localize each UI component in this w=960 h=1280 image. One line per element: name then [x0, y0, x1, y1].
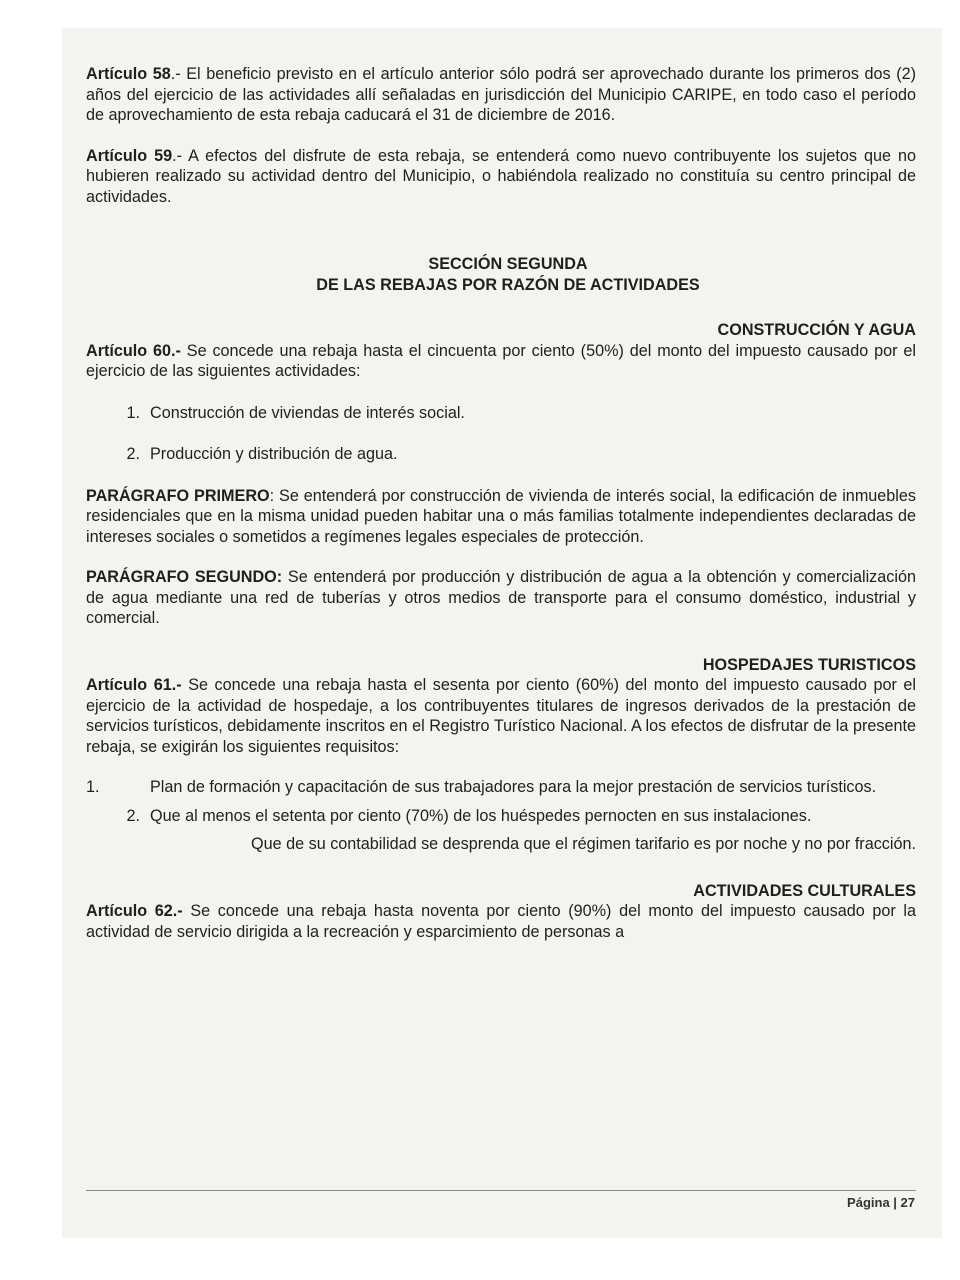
hospedajes-closing: Que de su contabilidad se desprenda que el régimen tarifario es por noche y no por fracción.	[251, 835, 916, 853]
list-item-number: 2.	[126, 445, 140, 463]
section-title: SECCIÓN SEGUNDA	[428, 255, 588, 273]
paragrafo-segundo-text: Se entenderá por producción y distribución de agua a la obtención y comercialización de agua mediante una red de tuberías y otros medios de transporte para el consumo doméstico, industrial y comercial.	[86, 568, 916, 627]
article-61-label: Artículo 61.-	[86, 676, 182, 694]
article-62-label: Artículo 62.-	[86, 902, 183, 920]
article-59	[86, 146, 916, 208]
heading-construccion-agua: CONSTRUCCIÓN Y AGUA	[717, 321, 916, 339]
list-item-text: Plan de formación y capacitación de sus trabajadores para la mejor prestación de servicios turísticos.	[150, 778, 877, 796]
document-content	[86, 64, 916, 942]
paragrafo-segundo	[86, 567, 916, 629]
footer-divider	[86, 1190, 916, 1191]
article-62	[86, 901, 916, 942]
list-item-text: Producción y distribución de agua.	[150, 445, 398, 463]
list-item-number: 2.	[126, 806, 140, 825]
article-58-label: Artículo 58	[86, 65, 171, 83]
heading-hospedajes-turisticos: HOSPEDAJES TURISTICOS	[702, 655, 916, 674]
list-item-number: 1.	[126, 403, 140, 422]
article-60-text: Se concede una rebaja hasta el cincuenta por ciento (50%) del monto del impuesto causado por el ejercicio de las siguientes actividades:	[86, 341, 916, 380]
page-number: Página | 27	[847, 1195, 915, 1210]
article-59-text: .- A efectos del disfrute de esta rebaja, se entenderá como nuevo contribuyente los sujetos que no hubieren realizado su actividad dentro del Municipio, o habiéndola realizado no constituía su centro principal de actividades.	[86, 146, 916, 206]
list-item	[86, 403, 916, 424]
list-item-number: 1.	[86, 778, 100, 796]
heading-actividades-culturales: ACTIVIDADES CULTURALES	[693, 881, 916, 900]
article-60	[86, 341, 916, 382]
paragrafo-primero-label: PARÁGRAFO PRIMERO	[86, 486, 270, 505]
list-item	[86, 444, 916, 465]
article-60-list	[86, 403, 916, 465]
article-59-label: Artículo 59	[86, 146, 173, 165]
article-58	[86, 64, 916, 126]
paragrafo-segundo-label: PARÁGRAFO SEGUNDO:	[86, 568, 283, 586]
article-61	[86, 675, 916, 757]
list-item	[86, 777, 916, 798]
article-61-list	[86, 777, 916, 826]
list-item	[86, 806, 916, 827]
paragrafo-primero	[86, 486, 916, 548]
article-60-label: Artículo 60.-	[86, 341, 181, 360]
section-subtitle: DE LAS REBAJAS POR RAZÓN DE ACTIVIDADES	[316, 275, 700, 294]
paragrafo-primero-text: : Se entenderá por construcción de vivienda de interés social, la edificación de inmuebles residenciales que en la misma unidad pueden habitar una o más familias totalmente independientes declaradas de intereses sociales o sometidos a regímenes legales especiales de protección.	[86, 486, 916, 546]
list-item-text: Construcción de viviendas de interés social.	[150, 403, 465, 422]
list-item-text: Que al menos el setenta por ciento (70%) de los huéspedes pernocten en sus instalaciones.	[150, 806, 812, 825]
article-58-text: .- El beneficio previsto en el artículo anterior sólo podrá ser aprovechado durante los primeros dos (2) años del ejercicio de las actividades allí señaladas en jurisdicción del Municipio CARIPE, en todo caso el período de aprovechamiento de esta rebaja caducará el 31 de diciembre de 2016.	[86, 65, 916, 124]
article-62-text: Se concede una rebaja hasta noventa por ciento (90%) del monto del impuesto causado por la actividad de servicio dirigida a la recreación y esparcimiento de personas a	[86, 902, 917, 941]
article-61-text: Se concede una rebaja hasta el sesenta por ciento (60%) del monto del impuesto causado por el ejercicio de la actividad de hospedaje, a los contribuyentes titulares de ingresos derivados de la prestación de servicios turísticos, debidamente inscritos en el Registro Turístico Nacional. A los efectos de disfrutar de la presente rebaja, se exigirán los siguientes requisitos:	[86, 676, 917, 756]
